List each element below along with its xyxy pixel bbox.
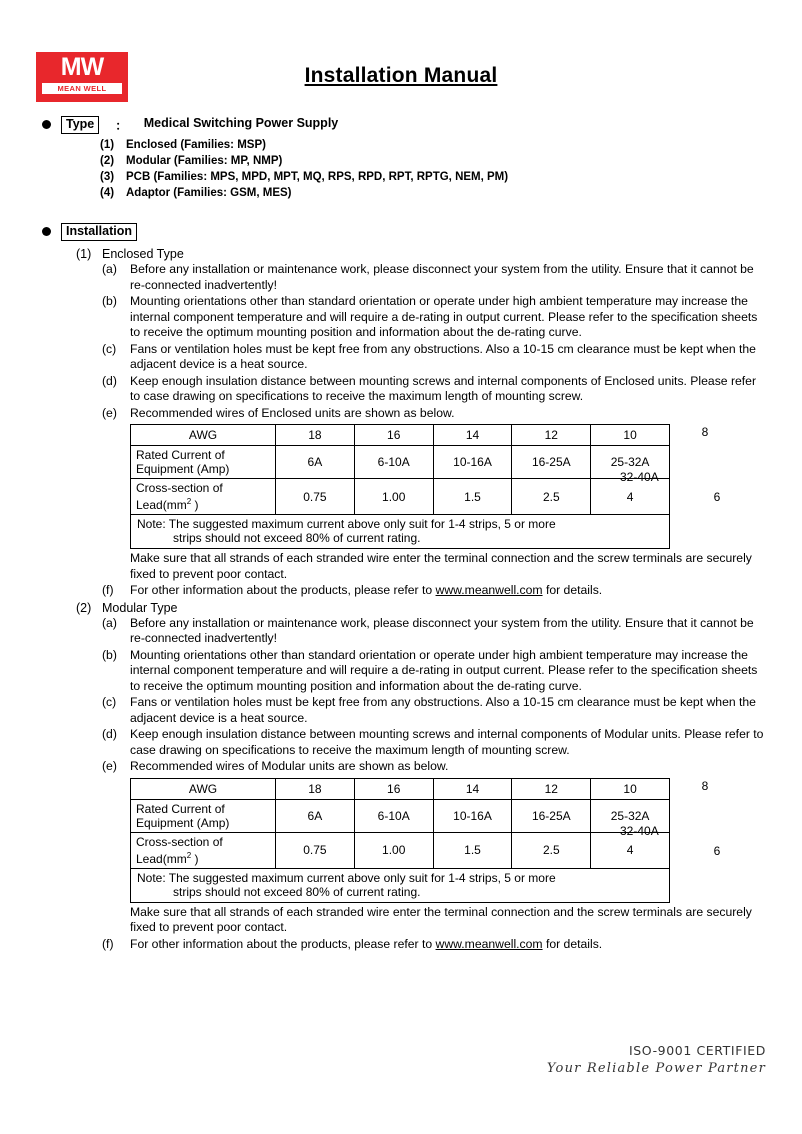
cell-cross-3: 1.5: [433, 832, 512, 868]
item-text: Recommended wires of Modular units are shown as below.: [130, 759, 449, 773]
cross-label-exponent: 2: [186, 497, 192, 506]
item-label: (e): [102, 405, 117, 420]
note-line-2: strips should not exceed 80% of current rating.: [173, 531, 421, 545]
list-item-label: Modular (Families: MP, NMP): [126, 155, 283, 167]
cell-current-label: [131, 446, 276, 479]
installation-section: [36, 223, 766, 952]
item-text: Fans or ventilation holes must be kept free from any obstructions. Also a 10-15 cm clearance must be kept when the adjacent device is a heat source.: [130, 341, 756, 371]
group-title: Enclosed Type: [102, 247, 184, 261]
installation-label: Installation: [61, 223, 137, 241]
note-line-1: Note: The suggested maximum current above only suit for 1-4 strips, 5 or more: [137, 517, 556, 531]
list-item-index: (2): [100, 155, 115, 167]
current-label-line1: Rated Current of: [136, 801, 225, 816]
group-index: (1): [76, 247, 92, 261]
item-text: [130, 583, 766, 599]
item-text: Mounting orientations other than standard orientation or operate under high ambient temperature may increase the internal component temperature and will require a de-rating in output current. Please refer to the specification sheets to receive the optimum mounting position and information about the de-rating curve.: [130, 294, 758, 339]
cell-current-1: 6A: [276, 799, 355, 832]
cross-label-line1: Cross-section of: [136, 481, 223, 495]
table-row: [131, 778, 670, 799]
item-label: (f): [102, 936, 114, 951]
item-text: Recommended wires of Enclosed units are shown as below.: [130, 405, 455, 420]
cell-current-5: 25-32A: [591, 799, 670, 832]
item-label: (e): [102, 759, 117, 773]
cell-cross-4: 2.5: [512, 832, 591, 868]
cross-label-line1: Cross-section of: [136, 834, 223, 849]
meanwell-logo: [36, 52, 128, 102]
bullet-icon: [42, 227, 51, 236]
list-item: [100, 169, 766, 185]
cell-current-3: 10-16A: [433, 799, 512, 832]
cell-cross-5: 4: [591, 832, 670, 868]
group-index: (2): [76, 600, 92, 615]
current-extra-value: 32-40A: [620, 470, 659, 484]
table-row: [131, 425, 670, 446]
cell-current-2: 6-10A: [354, 799, 433, 832]
list-item: [102, 583, 766, 599]
list-item-index: (4): [100, 187, 115, 199]
item-text: Keep enough insulation distance between mounting screws and internal components of Modular units. Please refer to case drawing on specifications to receive the maximum length of mounting screw.: [130, 727, 764, 757]
list-item-index: (3): [100, 171, 115, 183]
item-text-pre: For other information about the products, please refer to: [130, 936, 436, 951]
bullet-icon: [42, 120, 51, 129]
cell-awg-14: 14: [433, 778, 512, 799]
current-label-line2: Equipment (Amp): [136, 815, 230, 830]
cell-cross-2: 1.00: [354, 832, 433, 868]
cell-cross-5: 4: [591, 479, 670, 515]
cell-cross-label: [131, 832, 276, 868]
cell-current-5: 25-32A: [591, 446, 670, 479]
note-line-1: Note: The suggested maximum current above only suit for 1-4 strips, 5 or more: [137, 870, 556, 885]
list-item: [102, 616, 766, 647]
list-item: [100, 185, 766, 201]
cell-cross-label: [131, 479, 276, 515]
cell-awg-14: 14: [433, 425, 512, 446]
item-label: (f): [102, 583, 114, 597]
item-label: (c): [102, 695, 117, 709]
list-item: [100, 153, 766, 169]
table-row: [131, 479, 670, 515]
table-row: [131, 832, 670, 868]
cell-cross-2: 1.00: [354, 479, 433, 515]
item-label: (a): [102, 262, 117, 276]
document-header: [36, 40, 766, 102]
meanwell-link[interactable]: www.meanwell.com: [435, 936, 543, 951]
list-item: [102, 294, 766, 341]
wire-table-enclosed: [130, 424, 721, 549]
item-text-post: for details.: [542, 936, 603, 951]
wire-table-modular: [130, 778, 721, 903]
cell-cross-1: 0.75: [276, 479, 355, 515]
item-text: [130, 937, 766, 953]
note-line-2: strips should not exceed 80% of current rating.: [173, 884, 421, 899]
group-title: Modular Type: [102, 600, 178, 615]
item-text: Before any installation or maintenance work, please disconnect your system from the utility. Ensure that it cannot be re-connected inadvertently!: [130, 615, 754, 645]
item-text: Fans or ventilation holes must be kept free from any obstructions. Also a 10-15 cm clearance must be kept when the adjacent device is a heat source.: [130, 695, 756, 725]
cell-awg-12: 12: [512, 778, 591, 799]
list-item-label: Adaptor (Families: GSM, MES): [126, 187, 292, 199]
type-heading: Medical Switching Power Supply: [143, 116, 339, 130]
cross-extra-value: 6: [713, 490, 721, 504]
item-text-post: for details.: [542, 583, 603, 597]
item-label: (b): [102, 647, 117, 662]
cell-awg-16: 16: [354, 778, 433, 799]
list-item: [102, 695, 766, 726]
item-label: (c): [102, 341, 117, 356]
current-label-line1: Rated Current of: [136, 448, 225, 462]
cell-awg-label: AWG: [131, 425, 276, 446]
type-section: [36, 116, 766, 201]
table-row: [131, 868, 670, 902]
cell-current-4: 16-25A: [512, 799, 591, 832]
after-table-note-modular: Make sure that all strands of each stranded wire enter the terminal connection and the screw terminals are securely fixed to prevent poor contact.: [130, 904, 752, 934]
iso-certification-text: ISO-9001 CERTIFIED: [628, 1043, 766, 1058]
cell-awg-label: AWG: [131, 778, 276, 799]
type-colon: ：: [115, 119, 128, 133]
installation-heading-row: [36, 223, 766, 241]
list-item: [102, 342, 766, 373]
table-row: [131, 799, 670, 832]
cell-note: [131, 868, 670, 902]
type-heading-row: [36, 116, 766, 134]
awg-extra-value: 8: [701, 778, 709, 793]
list-item: [102, 937, 766, 953]
cell-cross-3: 1.5: [433, 479, 512, 515]
cell-awg-18: 18: [276, 778, 355, 799]
cross-label-line2: Lead(mm: [136, 498, 187, 512]
cross-label-exponent: 2: [186, 850, 192, 860]
cell-cross-1: 0.75: [276, 832, 355, 868]
cross-label-line3: ): [191, 851, 199, 866]
company-slogan: Your Reliable Power Partner: [546, 1061, 766, 1076]
document-footer: [547, 1043, 766, 1076]
list-item: [102, 374, 766, 405]
logo-mw-text: MW: [60, 53, 104, 81]
cell-current-2: 6-10A: [354, 446, 433, 479]
list-item: [100, 137, 766, 153]
meanwell-link[interactable]: www.meanwell.com: [435, 583, 543, 597]
cell-current-3: 10-16A: [433, 446, 512, 479]
cell-current-4: 16-25A: [512, 446, 591, 479]
list-item: [102, 648, 766, 695]
cell-awg-10: 10: [591, 425, 670, 446]
group-heading-modular: [76, 601, 766, 615]
item-label: (d): [102, 727, 117, 741]
item-text: Keep enough insulation distance between mounting screws and internal components of Enclosed units. Please refer to case drawing on specifications to receive the maximum length of mounting screw.: [130, 373, 757, 403]
page-title: Installation Manual: [304, 64, 498, 87]
wire-table: [130, 424, 670, 549]
group-heading-enclosed: [76, 247, 766, 261]
cell-current-label: [131, 799, 276, 832]
cell-awg-18: 18: [276, 425, 355, 446]
wire-table: [130, 778, 670, 903]
cell-note: [131, 515, 670, 549]
list-item: [102, 727, 766, 758]
after-table-note-enclosed: Make sure that all strands of each stranded wire enter the terminal connection and the screw terminals are securely fixed to prevent poor contact.: [130, 551, 752, 581]
cross-label-line3: ): [191, 498, 199, 512]
cell-current-1: 6A: [276, 446, 355, 479]
list-item-index: (1): [100, 139, 115, 151]
current-extra-value: 32-40A: [620, 823, 659, 838]
item-label: (b): [102, 294, 117, 308]
list-item-label: Enclosed (Families: MSP): [126, 139, 266, 151]
item-text: Mounting orientations other than standard orientation or operate under high ambient temperature may increase the internal component temperature and will require a de-rating in output current. Please refer to the specification sheets to receive the optimum mounting position and information about the de-rating curve.: [130, 647, 758, 693]
logo-meanwell-text: MEAN WELL: [42, 83, 122, 94]
table-row: [131, 446, 670, 479]
cross-extra-value: 6: [713, 843, 721, 858]
cell-awg-16: 16: [354, 425, 433, 446]
current-label-line2: Equipment (Amp): [136, 462, 230, 476]
table-row: [131, 515, 670, 549]
list-item: [102, 262, 766, 293]
cell-awg-10: 10: [591, 778, 670, 799]
item-label: (a): [102, 615, 117, 630]
list-item-label: PCB (Families: MPS, MPD, MPT, MQ, RPS, RPD, RPT, RPTG, NEM, PM): [126, 171, 509, 183]
list-item: [102, 406, 766, 422]
item-text-pre: For other information about the products, please refer to: [130, 583, 436, 597]
type-label: Type: [61, 116, 99, 134]
item-text: Before any installation or maintenance work, please disconnect your system from the utility. Ensure that it cannot be re-connected inadvertently!: [130, 262, 754, 292]
cell-cross-4: 2.5: [512, 479, 591, 515]
list-item: [102, 759, 766, 775]
cross-label-line2: Lead(mm: [136, 851, 187, 866]
item-label: (d): [102, 373, 117, 388]
type-family-list: [100, 137, 766, 201]
awg-extra-value: 8: [701, 425, 709, 439]
cell-awg-12: 12: [512, 425, 591, 446]
